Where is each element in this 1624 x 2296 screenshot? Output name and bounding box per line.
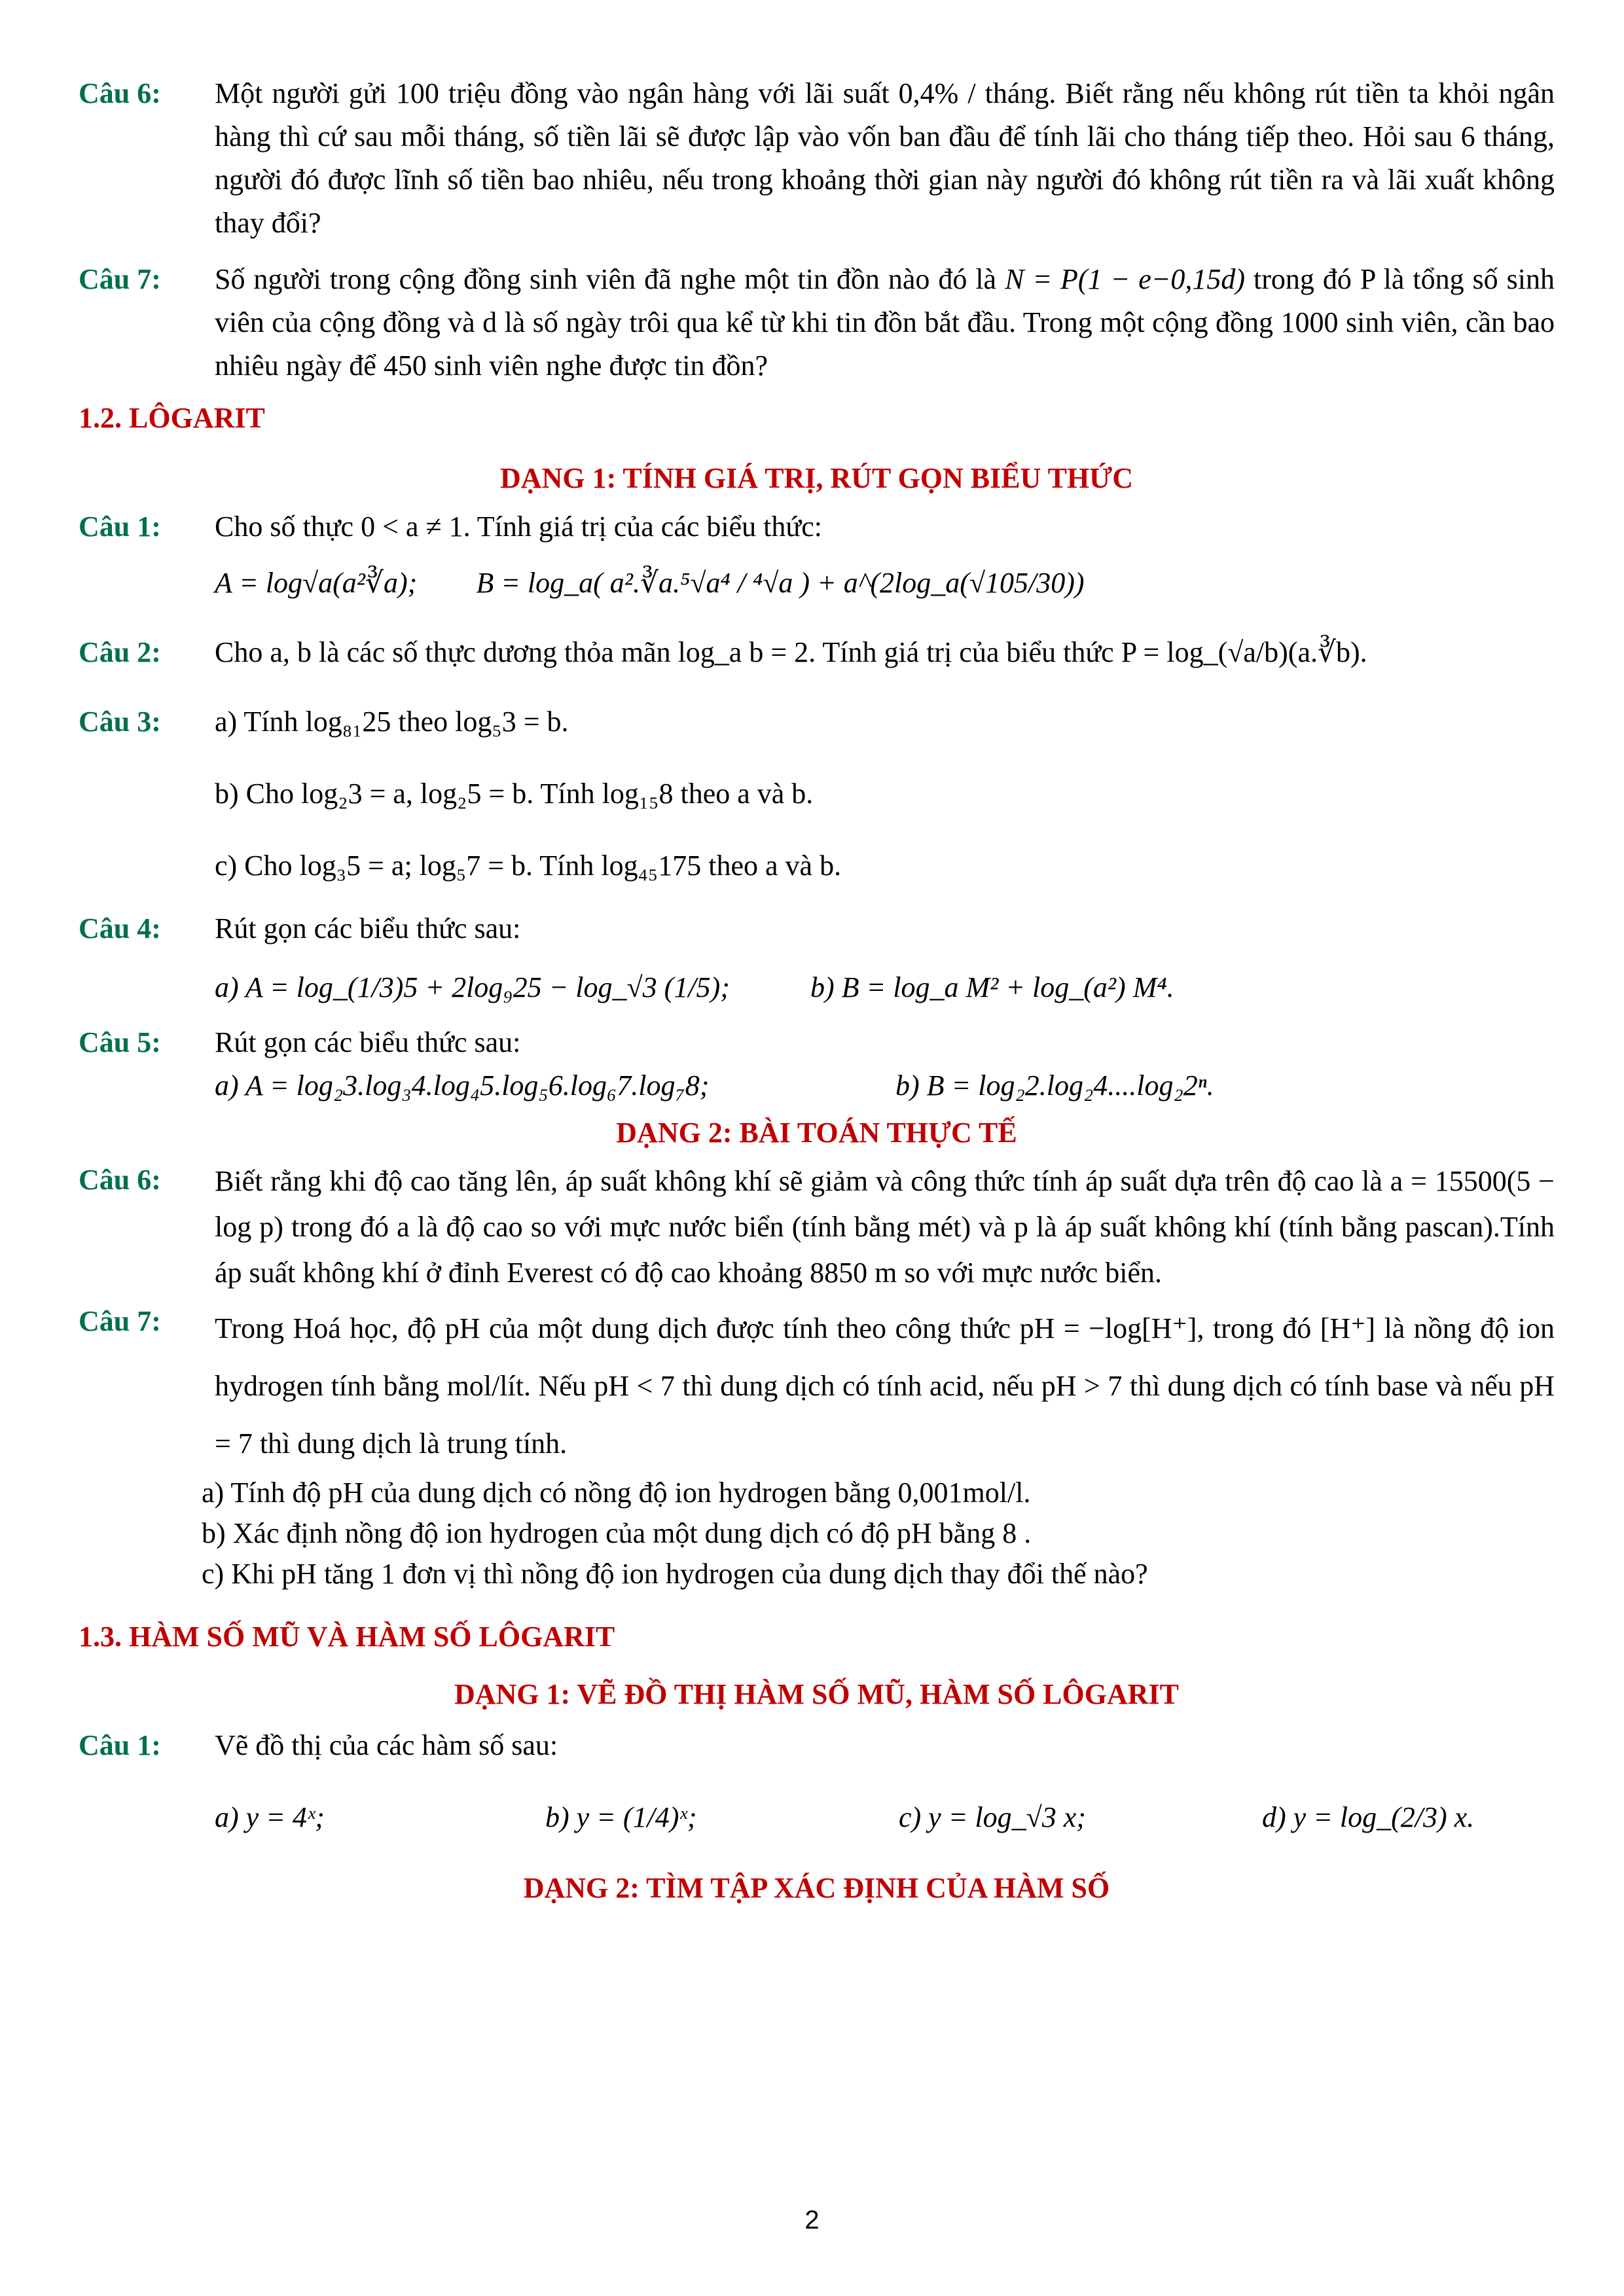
question-label: Câu 4: (79, 912, 161, 944)
part-a: a) y = 4ˣ; (215, 1801, 325, 1833)
question-1-log (79, 505, 1555, 605)
question-5-simplify (79, 1021, 1555, 1107)
question-label: Câu 5: (79, 1026, 161, 1058)
question-text: Biết rằng khi độ cao tăng lên, áp suất không khí sẽ giảm và công thức tính áp suất dựa trên độ cao là a = 15500(5 − log p) trong đó a là độ cao so với mực nước biển (tính bằng mét) và p là áp suất không khí (tính bằng pascan).Tính áp suất không khí ở đỉnh Everest có độ cao khoảng 8850 m so với mực nước biển. (215, 1165, 1555, 1289)
question-4-simplify (79, 907, 1555, 1009)
question-text: Một người gửi 100 triệu đồng vào ngân hàng với lãi suất 0,4% / tháng. Biết rằng nếu không rút tiền ta khỏi ngân hàng thì cứ sau mỗi tháng, số tiền lãi sẽ được lập vào vốn ban đầu để tính lãi cho tháng tiếp theo. Hỏi sau 6 tháng, người đó được lĩnh số tiền bao nhiêu, nếu trong khoảng thời gian này người đó không rút tiền ra và lãi xuất không thay đổi? (215, 77, 1555, 239)
part-a: a) Tính độ pH của dung dịch có nồng độ ion hydrogen bằng 0,001mol/l. (202, 1477, 1031, 1509)
part-a: a) A = log_(1/3)5 + 2log₉25 − log_√3 (1/5); (215, 971, 730, 1003)
expression-b: B = log_a( a².∛a.⁵√a⁴ / ⁴√a ) + a^(2log_a(√105/30)) (476, 567, 1085, 599)
part-b: b) B = log_a M² + log_(a²) M⁴. (810, 971, 1174, 1003)
question-label: Câu 7: (79, 1305, 161, 1337)
page-number: 2 (804, 2206, 820, 2234)
question-7-rumor (79, 258, 1555, 387)
document-page (79, 72, 1555, 1910)
question-text: Vẽ đồ thị của các hàm số sau: (215, 1729, 558, 1761)
section-heading-functions: 1.3. HÀM SỐ MŨ VÀ HÀM SỐ LÔGARIT (79, 1621, 615, 1653)
question-1-graph (79, 1724, 1555, 1839)
question-text: Rút gọn các biểu thức sau: (215, 1026, 521, 1058)
question-6-pressure (79, 1158, 1555, 1296)
section-heading-logarit: 1.2. LÔGARIT (79, 402, 265, 434)
question-label: Câu 6: (79, 1164, 161, 1196)
question-text: Cho số thực 0 < a ≠ 1. Tính giá trị của các biểu thức: (215, 511, 822, 543)
question-text: Trong Hoá học, độ pH của một dung dịch được tính theo công thức pH = −log[H⁺], trong đó [H⁺] là nồng độ ion hydrogen tính bằng mol/lít. Nếu pH < 7 thì dung dịch có tính acid, nếu pH > 7 thì dung dịch có tính base và nếu pH = 7 thì dung dịch là trung tính. (215, 1312, 1555, 1460)
rumor-formula: N = P(1 − e−0,15d) (1005, 263, 1246, 295)
question-text: Cho a, b là các số thực dương thỏa mãn log_a b = 2. Tính giá trị của biểu thức P = log_(√a/b)(a.∛b). (215, 636, 1367, 668)
part-c: c) Cho log₃5 = a; log₅7 = b. Tính log₄₅175 theo a và b. (215, 850, 842, 882)
question-label: Câu 7: (79, 263, 161, 295)
part-d: d) y = log_(2/3) x. (1262, 1801, 1475, 1833)
question-label: Câu 3: (79, 706, 161, 738)
question-text: Số người trong cộng đồng sinh viên đã nghe một tin đồn nào đó là N = P(1 − e−0,15d) trong đó P là tổng số sinh viên của cộng đồng và d là số ngày trôi qua kể từ khi tin đồn bắt đầu. Trong một cộng đồng 1000 sinh viên, cần bao nhiêu ngày để 450 sinh viên nghe được tin đồn? (215, 263, 1555, 382)
question-6-savings (79, 72, 1555, 245)
question-2-log (79, 631, 1555, 674)
topic-heading-1: DẠNG 1: TÍNH GIÁ TRỊ, RÚT GỌN BIỂU THỨC (500, 462, 1133, 494)
question-label: Câu 1: (79, 1729, 161, 1761)
part-a: a) Tính log₈₁25 theo log₅3 = b. (215, 706, 569, 738)
part-b: b) Cho log₂3 = a, log₂5 = b. Tính log₁₅8 theo a và b. (215, 778, 814, 810)
question-3-log (79, 700, 1555, 888)
part-b: b) y = (1/4)ˣ; (545, 1801, 697, 1833)
question-label: Câu 2: (79, 636, 161, 668)
topic-heading-2: DẠNG 2: BÀI TOÁN THỰC TẾ (616, 1117, 1017, 1149)
question-label: Câu 1: (79, 511, 161, 543)
question-7-ph (79, 1300, 1555, 1473)
part-c: c) y = log_√3 x; (899, 1801, 1086, 1833)
part-a: a) A = log₂3.log₃4.log₄5.log₅6.log₆7.log₇8; (215, 1069, 710, 1102)
question-text: Rút gọn các biểu thức sau: (215, 912, 521, 944)
question-label: Câu 6: (79, 77, 161, 109)
part-b: b) B = log₂2.log₂4....log₂2ⁿ. (895, 1069, 1214, 1102)
expression-a: A = log√a(a²∛a); (215, 567, 418, 599)
topic-heading-3: DẠNG 1: VẼ ĐỒ THỊ HÀM SỐ MŨ, HÀM SỐ LÔGARIT (454, 1678, 1179, 1710)
topic-heading-4: DẠNG 2: TÌM TẬP XÁC ĐỊNH CỦA HÀM SỐ (523, 1872, 1110, 1904)
part-c: c) Khi pH tăng 1 đơn vị thì nồng độ ion hydrogen của dung dịch thay đổi thế nào? (202, 1558, 1148, 1590)
part-b: b) Xác định nồng độ ion hydrogen của một dung dịch có độ pH bằng 8 . (202, 1517, 1032, 1549)
